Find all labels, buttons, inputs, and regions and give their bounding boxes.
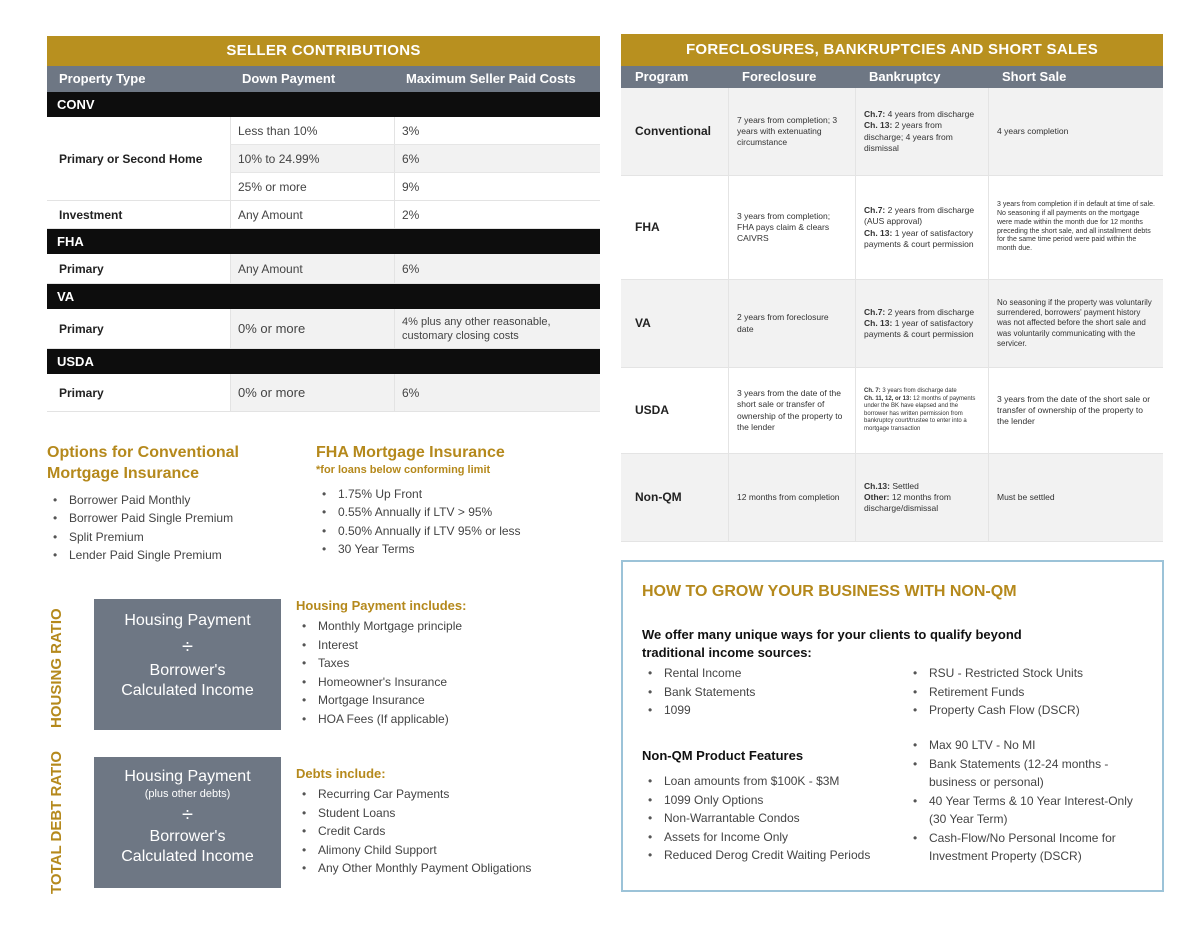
table-row [621,368,1163,454]
list-item: • 0.55% Annually if LTV > 95% [316,503,576,522]
non-qm-title: HOW TO GROW YOUR BUSINESS WITH NON-QM [642,583,1017,600]
table-row [621,454,1163,542]
debts-include-list [296,785,586,878]
bankruptcy-cell: Ch. 7: 3 years from discharge date Ch. 11, 12, or 13: 12 months of payments under the BK have elapsed and the borrower has written permission from bankruptcy court/trustee to enter into a mortgage transaction [855,368,988,453]
max-cost-cell: 3% [394,117,600,144]
income-list-right [907,664,1147,720]
foreclosures-header-row [621,66,1163,88]
table-row [47,254,600,284]
table-row [230,173,600,200]
program-cell: VA [635,315,651,330]
row-label: Primary [47,254,230,283]
seller-header-row [47,66,600,92]
foreclosure-cell: 3 years from completion; FHA pays claim & clears CAIVRS [728,176,855,279]
header-short-sale: Short Sale [1002,69,1067,84]
list-item: • Any Other Monthly Payment Obligations [296,859,586,878]
list-item: • 1099 Only Options [642,791,907,810]
program-cell: FHA [635,219,660,234]
header-property-type: Property Type [59,71,146,86]
list-item: • 30 Year Terms [316,540,576,559]
housing-payment-text: Housing Payment [124,612,251,629]
down-payment-cell: 0% or more [230,309,394,348]
list-item: • Taxes [296,654,576,673]
housing-ratio-label: HOUSING RATIO [48,608,65,728]
list-item: • Mortgage Insurance [296,691,576,710]
features-list-left [642,772,907,865]
bankruptcy-cell: Ch.13: Settled Other: 12 months from discharge/dismissal [855,454,988,541]
down-payment-cell: Any Amount [230,254,394,283]
max-cost-cell: 2% [394,201,600,228]
header-foreclosure: Foreclosure [742,69,817,84]
short-sale-cell: 3 years from completion if in default at time of sale. No seasoning if all payments on the mortgage were made within the month due for 12 months preceding the short sale, and all installment debts for the same time period were paid within the month due. [988,176,1163,279]
housing-payment-text: Housing Payment [124,768,251,785]
row-label: Investment [47,201,230,228]
table-row [621,88,1163,176]
list-item: • 0.50% Annually if LTV 95% or less [316,522,576,541]
down-payment-cell: Any Amount [230,201,394,228]
table-row [47,309,600,349]
conventional-mi-list [47,491,297,565]
header-program: Program [635,69,689,84]
list-item: • Recurring Car Payments [296,785,586,804]
debts-include-title: Debts include: [296,766,386,781]
table-row [621,280,1163,368]
table-row [47,374,600,412]
list-item: • 1099 [642,701,882,720]
list-item: • 40 Year Terms & 10 Year Interest-Only (30 Year Term) [907,792,1152,829]
housing-ratio-box [94,599,281,730]
non-qm-box [621,560,1164,892]
list-item: • Lender Paid Single Premium [47,546,297,565]
max-cost-cell: 4% plus any other reasonable, customary closing costs [394,309,600,348]
down-payment-cell: Less than 10% [230,117,394,144]
row-label: Primary or Second Home [47,117,230,200]
foreclosure-cell: 3 years from the date of the short sale or transfer of ownership of the property to the lender [728,368,855,453]
header-max-seller-costs: Maximum Seller Paid Costs [406,71,576,86]
row-label: Primary [47,374,230,411]
list-item: • Non-Warrantable Condos [642,809,907,828]
total-debt-ratio-label: TOTAL DEBT RATIO [48,750,65,894]
plus-other-debts-text: (plus other debts) [144,788,231,800]
max-cost-cell: 6% [394,374,600,411]
non-qm-features-title: Non-QM Product Features [642,748,804,763]
program-cell: Conventional [635,123,712,138]
income-list-left [642,664,882,720]
table-row [621,176,1163,280]
list-item: • Retirement Funds [907,683,1147,702]
list-item: • Bank Statements (12-24 months - business or personal) [907,755,1152,792]
section-fha: FHA [47,229,600,254]
down-payment-cell: 0% or more [230,374,394,411]
list-item: • Homeowner's Insurance [296,673,576,692]
list-item: • Alimony Child Support [296,841,586,860]
fha-mi-note: *for loans below conforming limit [316,463,491,476]
list-item: • Interest [296,636,576,655]
list-item: • Cash-Flow/No Personal Income for Investment Property (DSCR) [907,829,1152,866]
seller-contributions-table [47,36,600,412]
short-sale-cell: 3 years from the date of the short sale or transfer of ownership of the property to the lender [988,368,1163,453]
bankruptcy-cell: Ch.7: 4 years from discharge Ch. 13: 2 years from discharge; 4 years from dismissal [855,88,988,175]
row-label: Primary [47,309,230,348]
list-item: • HOA Fees (If applicable) [296,710,576,729]
calculated-income-text: Calculated Income [121,682,254,699]
foreclosure-cell: 7 years from completion; 3 years with extenuating circumstance [728,88,855,175]
list-item: • Split Premium [47,528,297,547]
down-payment-cell: 25% or more [230,173,394,200]
debt-ratio-box [94,757,281,888]
list-item: • Bank Statements [642,683,882,702]
list-item: • 1.75% Up Front [316,485,576,504]
max-cost-cell: 6% [394,254,600,283]
housing-includes-list [296,617,576,728]
borrower-text: Borrower's [149,662,226,679]
list-item: • RSU - Restricted Stock Units [907,664,1147,683]
divide-icon: ÷ [182,804,193,826]
conventional-mi-section [47,443,297,565]
non-qm-intro: We offer many unique ways for your clients to qualify beyond traditional income sources: [642,627,1022,660]
max-cost-cell: 9% [394,173,600,200]
seller-title: SELLER CONTRIBUTIONS [47,36,600,66]
list-item: • Property Cash Flow (DSCR) [907,701,1147,720]
fha-mi-list [316,485,576,559]
conventional-mi-title: Options for Conventional Mortgage Insurance [47,444,239,482]
header-bankruptcy: Bankruptcy [869,69,941,84]
short-sale-cell: 4 years completion [988,88,1163,175]
section-va: VA [47,284,600,309]
header-down-payment: Down Payment [242,71,336,86]
list-item: • Credit Cards [296,822,586,841]
calculated-income-text: Calculated Income [121,848,254,865]
table-row [230,145,600,173]
short-sale-cell: No seasoning if the property was voluntarily surrendered, borrowers' payment history was not affected before the short sale and was voluntarily communicating with the servicer. [988,280,1163,367]
list-item: • Max 90 LTV - No MI [907,736,1152,755]
short-sale-cell: Must be settled [988,454,1163,541]
bankruptcy-cell: Ch.7: 2 years from discharge (AUS approval) Ch. 13: 1 year of satisfactory payments & court permission [855,176,988,279]
list-item: • Borrower Paid Monthly [47,491,297,510]
fha-mi-section [316,443,576,559]
housing-includes-title: Housing Payment includes: [296,598,467,613]
divide-icon: ÷ [182,636,193,658]
table-row [230,117,600,145]
foreclosures-title: FORECLOSURES, BANKRUPTCIES AND SHORT SALES [621,34,1163,66]
section-conv: CONV [47,92,600,117]
table-row [47,117,600,201]
max-cost-cell: 6% [394,145,600,172]
foreclosure-cell: 2 years from foreclosure date [728,280,855,367]
section-usda: USDA [47,349,600,374]
table-row [47,201,600,229]
list-item: • Monthly Mortgage principle [296,617,576,636]
bankruptcy-cell: Ch.7: 2 years from discharge Ch. 13: 1 year of satisfactory payments & court permission [855,280,988,367]
list-item: • Student Loans [296,804,586,823]
program-cell: Non-QM [635,489,682,504]
debts-include-section [296,766,586,878]
list-item: • Borrower Paid Single Premium [47,509,297,528]
borrower-text: Borrower's [149,828,226,845]
list-item: • Reduced Derog Credit Waiting Periods [642,846,907,865]
down-payment-cell: 10% to 24.99% [230,145,394,172]
fha-mi-title: FHA Mortgage Insurance [316,444,505,461]
foreclosures-table [621,34,1163,542]
list-item: • Rental Income [642,664,882,683]
foreclosure-cell: 12 months from completion [728,454,855,541]
housing-includes-section [296,598,576,728]
features-list-right [907,736,1152,866]
list-item: • Loan amounts from $100K - $3M [642,772,907,791]
program-cell: USDA [635,402,670,417]
list-item: • Assets for Income Only [642,828,907,847]
